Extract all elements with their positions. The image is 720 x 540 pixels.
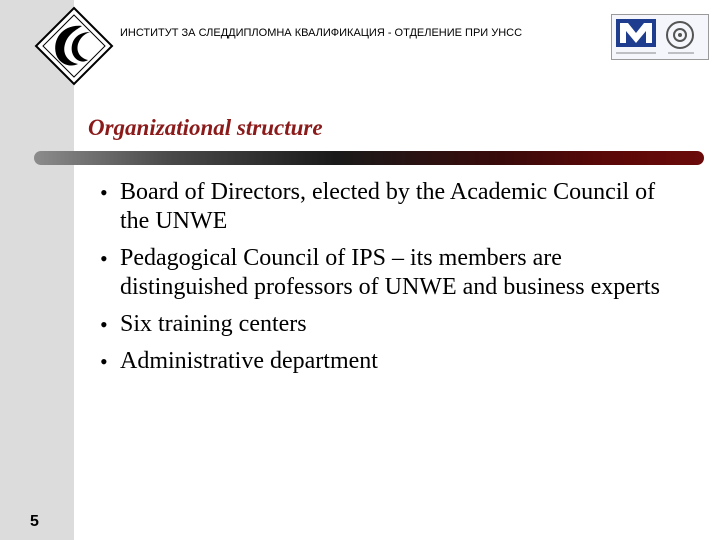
bullet-item (100, 244, 690, 302)
bullet-item (100, 310, 690, 339)
bullet-text: Board of Directors, elected by the Academic Council of the UNWE (120, 179, 656, 234)
unwe-certification-logo-icon (611, 14, 709, 60)
institute-header-text: ИНСТИТУТ ЗА СЛЕДДИПЛОМНА КВАЛИФИКАЦИЯ - ОТДЕЛЕНИЕ ПРИ УНСС (120, 27, 523, 39)
bullet-item (100, 178, 690, 236)
bullet-text: Administrative department (120, 348, 378, 374)
bullet-item (100, 347, 690, 376)
institute-diamond-logo-icon (34, 6, 114, 86)
bullet-text: Six training centers (120, 311, 307, 337)
bullet-mark: • (100, 349, 108, 374)
bullet-mark: • (100, 312, 108, 337)
bullet-mark: • (100, 180, 108, 205)
bullet-mark: • (100, 246, 108, 271)
bullet-list (100, 178, 690, 384)
title-divider-bar (34, 151, 704, 165)
page-number: 5 (30, 513, 39, 530)
bullet-text: Pedagogical Council of IPS – its members are distinguished professors of UNWE and business experts (120, 245, 660, 300)
slide-title: Organizational structure (88, 115, 323, 140)
